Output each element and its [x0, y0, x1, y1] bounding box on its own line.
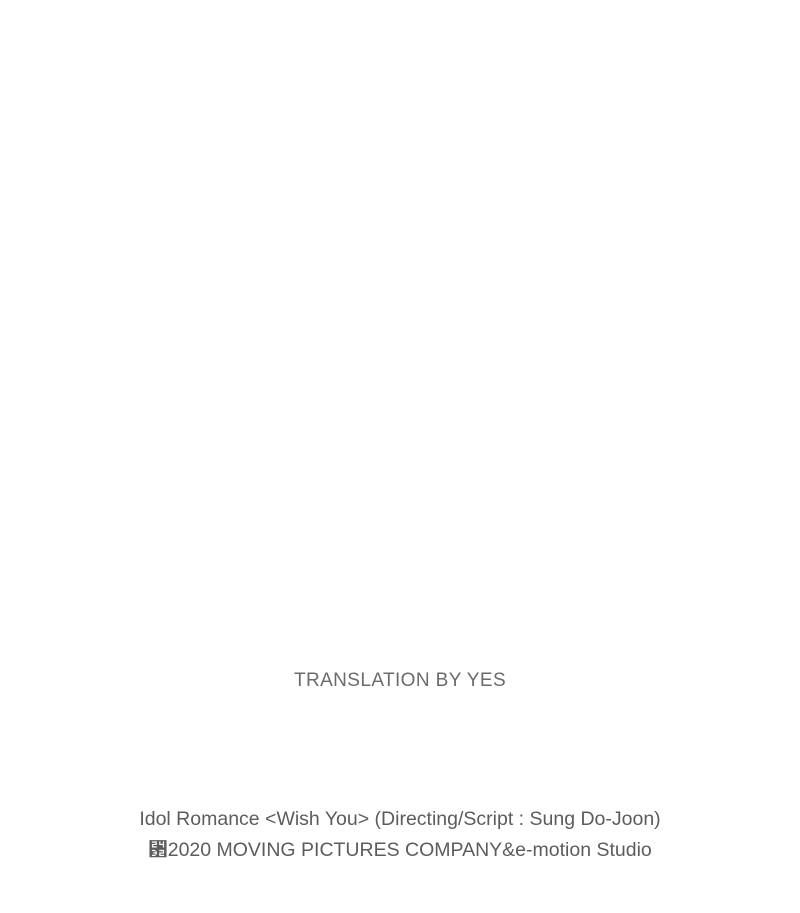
- production-credit-line-copyright: ␲2020 MOVING PICTURES COMPANY&e-motion Studio: [148, 839, 652, 861]
- translation-credit: TRANSLATION BY YES: [293, 670, 507, 691]
- production-credit-line-title: Idol Romance <Wish You> (Directing/Script : Sung Do-Joon): [139, 808, 661, 830]
- production-credit: [0, 804, 800, 866]
